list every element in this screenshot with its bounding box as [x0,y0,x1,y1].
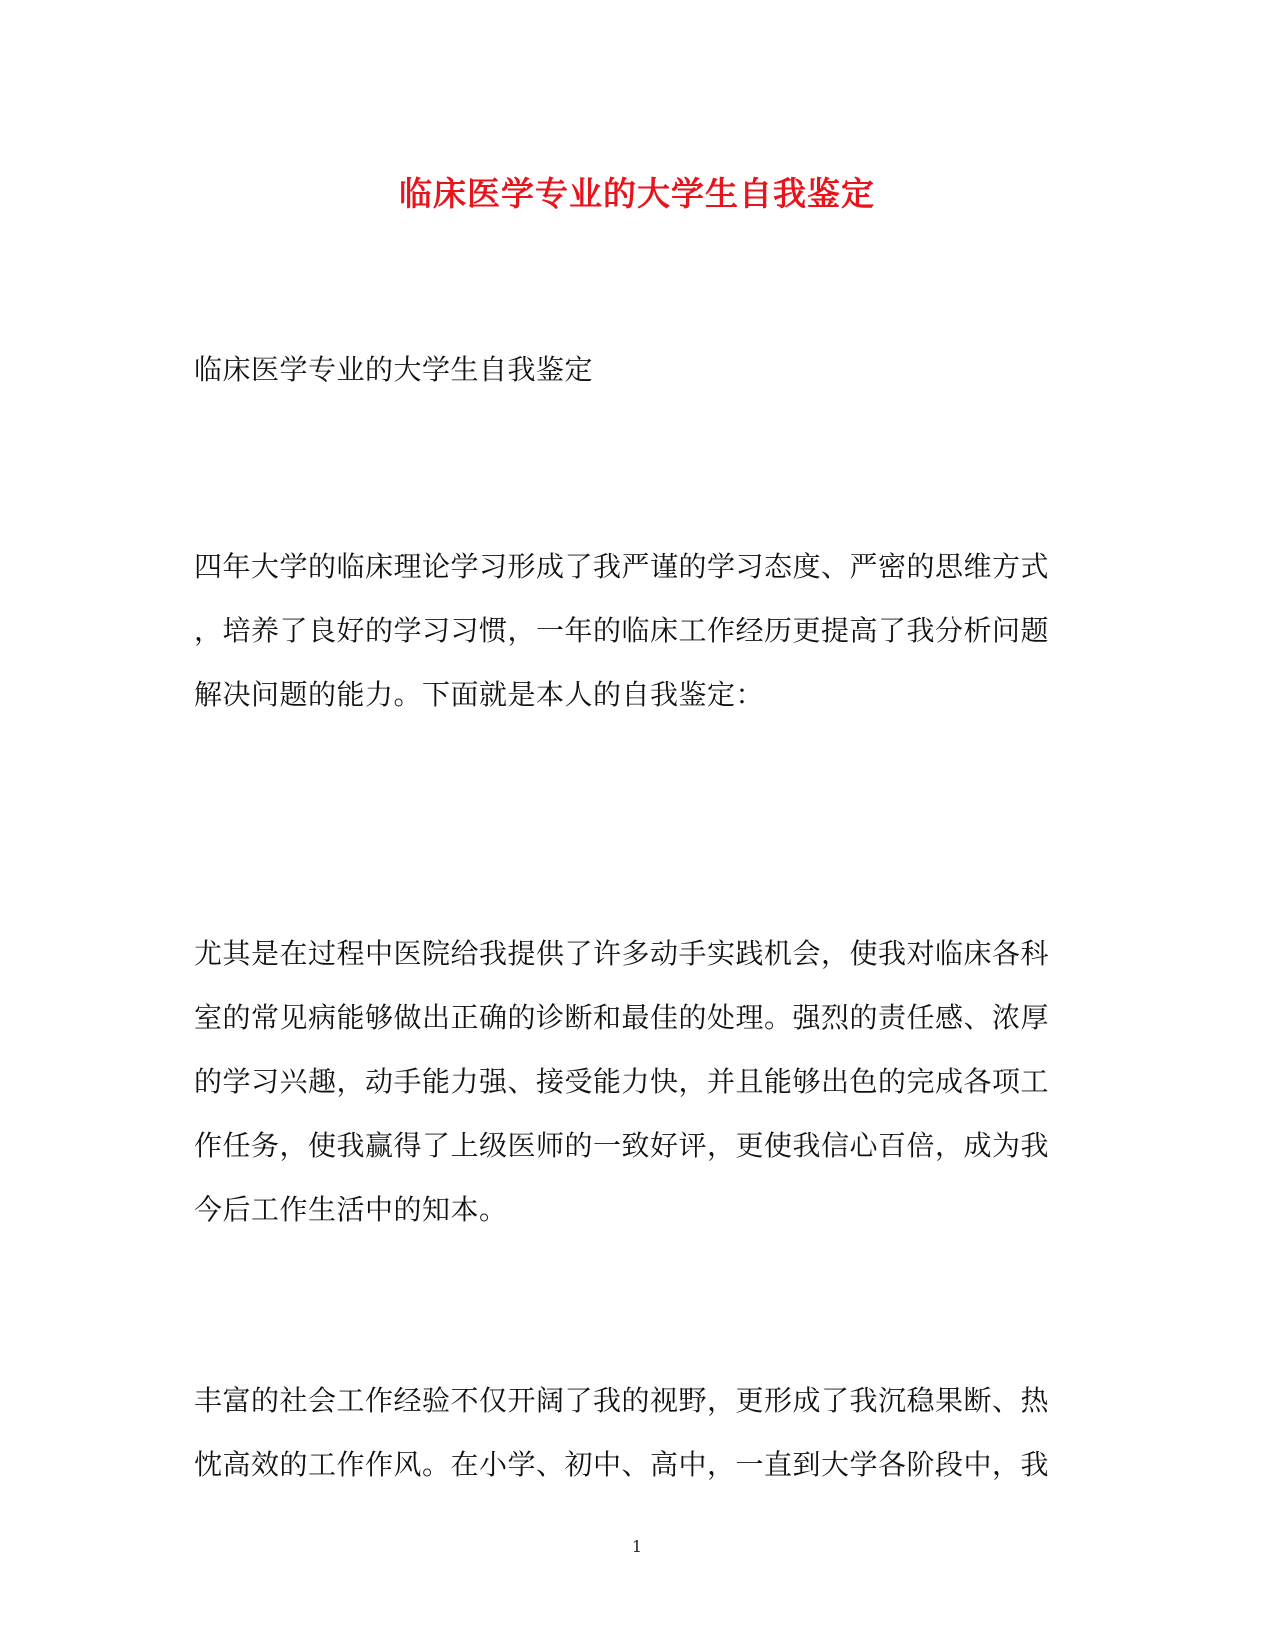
document-subtitle: 临床医学专业的大学生自我鉴定 [194,353,594,386]
paragraph-line: 尤其是在过程中医院给我提供了许多动手实践机会，使我对临床各科 [194,937,1050,970]
paragraph-line: 室的常见病能够做出正确的诊断和最佳的处理。强烈的责任感、浓厚 [194,1001,1050,1034]
paragraph-line: 今后工作生活中的知本。 [194,1193,508,1226]
paragraph-line: 的学习兴趣，动手能力强、接受能力快，并且能够出色的完成各项工 [194,1065,1050,1098]
page-number: 1 [631,1537,643,1556]
paragraph-line: 四年大学的临床理论学习形成了我严谨的学习态度、严密的思维方式 [194,550,1050,583]
paragraph-line: ，培养了良好的学习习惯，一年的临床工作经历更提高了我分析问题 [194,614,1050,647]
paragraph-3 [194,1369,1074,1497]
paragraph-line: 丰富的社会工作经验不仅开阔了我的视野，更形成了我沉稳果断、热 [194,1384,1050,1417]
paragraph-line: 忱高效的工作作风。在小学、初中、高中，一直到大学各阶段中，我 [194,1448,1050,1481]
paragraph-line: 解决问题的能力。下面就是本人的自我鉴定： [194,678,765,711]
document-title: 临床医学专业的大学生自我鉴定 [399,174,875,213]
paragraph-1 [194,535,1074,727]
paragraph-2 [194,922,1074,1242]
paragraph-line: 作任务，使我赢得了上级医师的一致好评，更使我信心百倍，成为我 [194,1129,1050,1162]
